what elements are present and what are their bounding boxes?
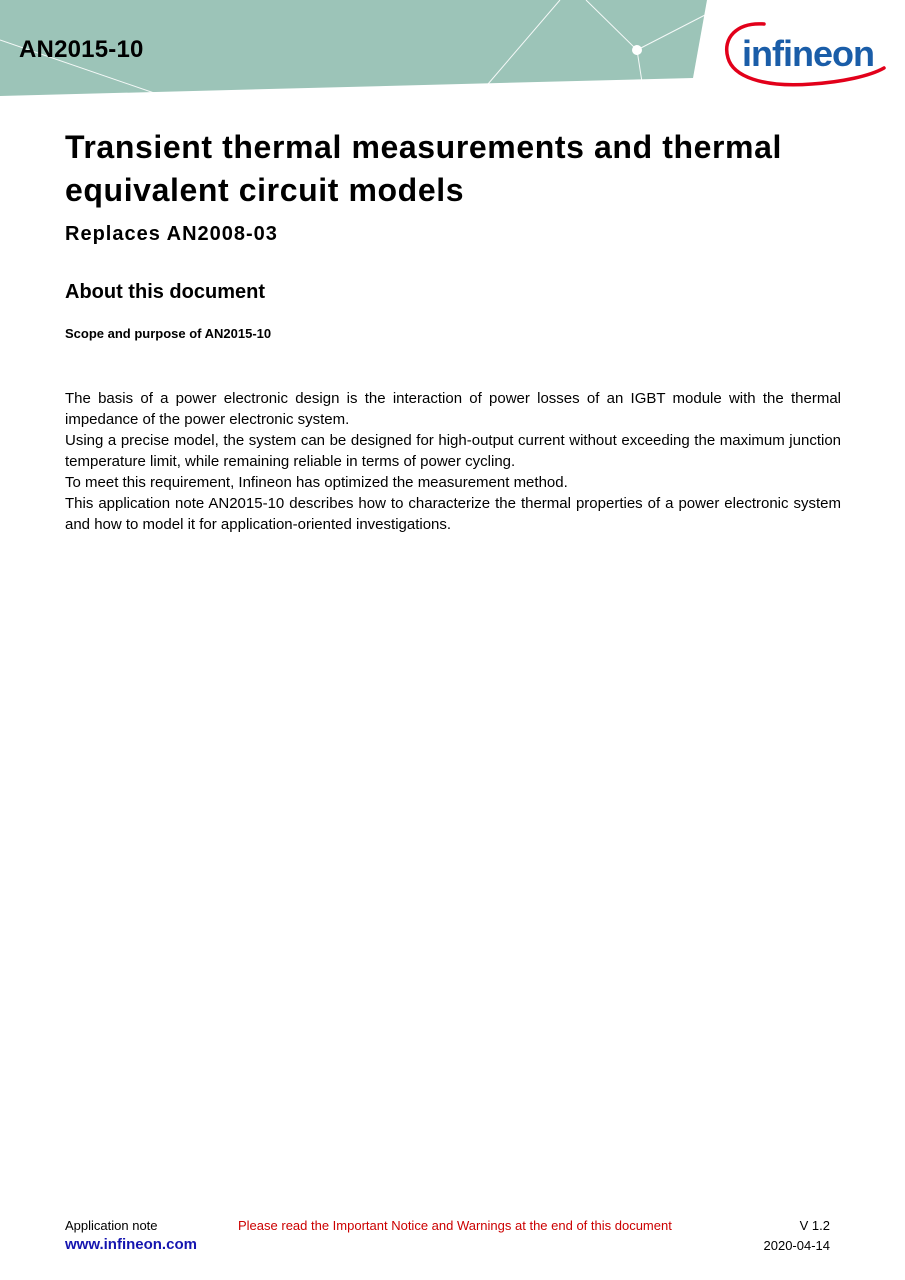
title-line-1: Transient thermal measurements and thermal (65, 129, 782, 165)
paragraph: Using a precise model, the system can be designed for high-output current without exceeding the maximum junction temperature limit, while remaining reliable in terms of power cycling. (65, 432, 841, 470)
subtitle: Replaces AN2008-03 (65, 223, 278, 245)
scope-heading: Scope and purpose of AN2015-10 (65, 326, 272, 341)
page-title (65, 126, 855, 212)
infineon-logo (722, 18, 887, 94)
document-code: AN2015-10 (19, 36, 144, 63)
paragraph: To meet this requirement, Infineon has optimized the measurement method. (65, 474, 568, 491)
paragraph: This application note AN2015-10 describes how to characterize the thermal properties of a power electronic system and how to model it for application-oriented investigations. (65, 495, 841, 533)
footer-website-link[interactable]: www.infineon.com (65, 1236, 197, 1253)
footer-date: 2020-04-14 (763, 1238, 830, 1253)
paragraph: The basis of a power electronic design is the interaction of power losses of an IGBT module with the thermal impedance of the power electronic system. (65, 390, 841, 428)
footer-version: V 1.2 (799, 1218, 830, 1233)
footer-doc-type: Application note (65, 1218, 158, 1233)
about-heading: About this document (65, 281, 265, 303)
body-text (65, 388, 841, 535)
title-line-2: equivalent circuit models (65, 172, 465, 208)
logo-wordmark: infineon (742, 33, 874, 74)
footer-notice: Please read the Important Notice and Warnings at the end of this document (238, 1218, 672, 1233)
